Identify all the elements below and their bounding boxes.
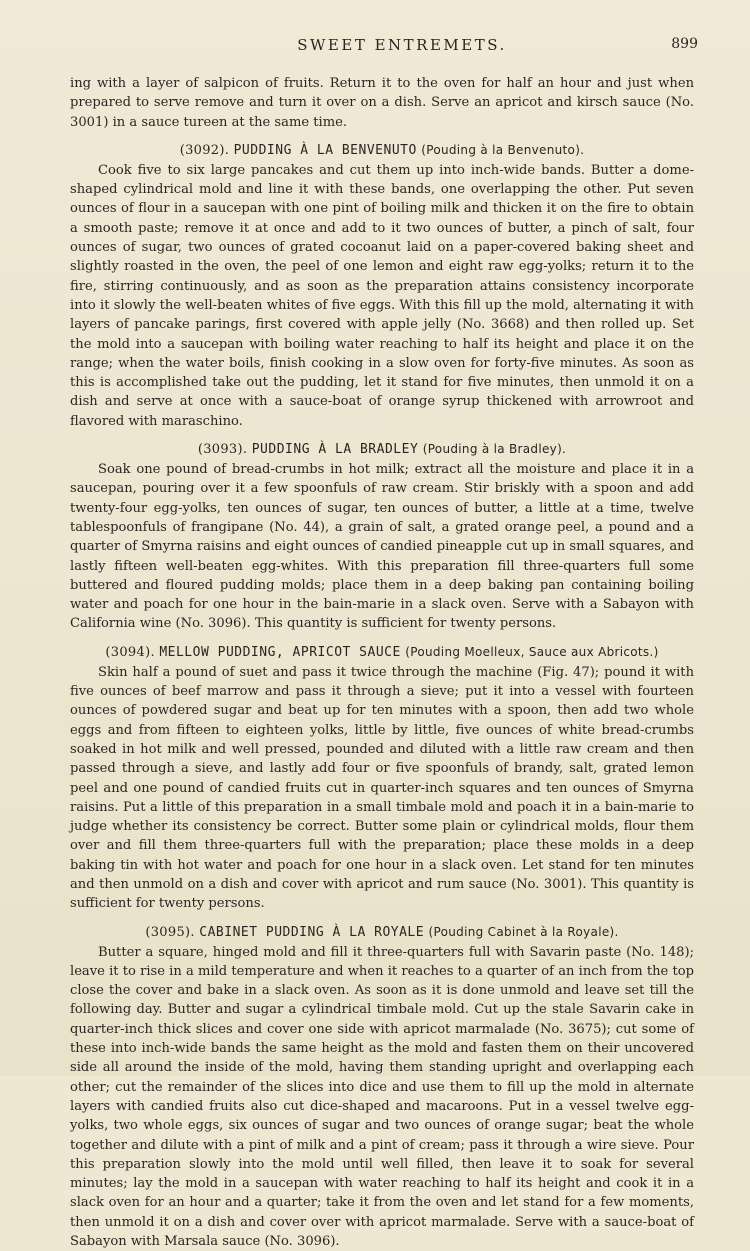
recipe-title: CABINET PUDDING À LA ROYALE <box>199 924 425 940</box>
recipe-number: (3093). <box>197 442 248 458</box>
page-header <box>70 34 698 60</box>
recipe-heading <box>70 440 694 459</box>
recipe-number: (3095). <box>145 924 195 940</box>
running-title: SWEET ENTREMETS. <box>297 36 507 54</box>
recipe-title: PUDDING À LA BRADLEY <box>251 442 419 458</box>
recipe-subtitle: (Pouding Moelleux, Sauce aux Abricots.) <box>405 644 659 659</box>
recipe-3095 <box>70 923 694 1251</box>
recipe-number: (3094). <box>105 644 155 660</box>
recipe-number: (3092). <box>179 142 230 158</box>
recipe-body: Butter a square, hinged mold and fill it three-quarters full with Savarin paste (No. 148); leave it to rise in a mild temperature and when it reaches to a quarter of an inch from the top close the cover and bake in a slack oven. As soon as it is done unmold and leave set till the following day. Butter and sugar a cylindrical timbale mold. Cut up the stale Savarin cake in quarter-inch thick slices and cover one side with apricot marmalade (No. 3675); cut some of these into inch-wide bands the same height as the mold and fasten them on their uncovered side all around the inside of the mold, having them standing upright and overlapping each other; cut the remainder of the slices into dice and use them to fill up the mold in alternate layers with candied fruits also cut dice-shaped and macaroons. Put in a vessel twelve egg-yolks, two whole eggs, six ounces of sugar and two ounces of orange sugar; beat the whole together and dilute with a pint of milk and a pint of cream; pass it through a wire sieve. Pour this preparation slowly into the mold until well filled, then leave it to soak for several minutes; lay the mold in a saucepan with water reaching to half its height and cook it in a slack oven for an hour and a quarter; take it from the oven and let stand for a few moments, then unmold it on a dish and cover over with apricot marmalade. Serve with a sauce-boat of Sabayon with Marsala sauce (No. 3096). <box>70 944 694 1250</box>
recipe-heading <box>70 141 694 160</box>
recipe-3093 <box>70 440 694 634</box>
recipe-subtitle: (Pouding à la Benvenuto). <box>421 142 585 157</box>
continuation-paragraph: ing with a layer of salpicon of fruits. Return it to the oven for half an hour and just when prepared to serve remove and turn it over on a dish. Serve an apricot and kirsch sauce (No. 3001) in a sauce tureen at the same time. <box>70 76 694 130</box>
recipe-subtitle: (Pouding Cabinet à la Royale). <box>428 924 619 939</box>
page-number: 899 <box>671 36 698 52</box>
recipe-3092 <box>70 141 694 431</box>
recipe-subtitle: (Pouding à la Bradley). <box>422 442 567 457</box>
recipe-body: Skin half a pound of suet and pass it twice through the machine (Fig. 47); pound it with five ounces of beef marrow and pass it through a sieve; put it into a vessel with fourteen ounces of powdered sugar and beat up for ten minutes with a spoon, then add two whole eggs and from fifteen to eighteen yolks, little by little, five ounces of white bread-crumbs soaked in hot milk and well pressed, pounded and diluted with a little raw cream and then passed through a sieve, and lastly add four or five spoonfuls of brandy, salt, grated lemon peel and one pound of candied fruits cut in quarter-inch squares and ten ounces of Smyrna raisins. Put a little of this preparation in a small timbale mold and poach it in a bain-marie to judge whether its consistency be correct. Butter some plain or cylindrical molds, flour them over and fill them three-quarters full with the preparation; place these molds in a deep baking tin with hot water and poach for one hour in a slack oven. Let stand for ten minutes and then unmold on a dish and cover with apricot and rum sauce (No. 3001). This quantity is sufficient for twenty persons. <box>70 664 694 912</box>
recipe-heading <box>70 643 694 662</box>
recipe-body: Soak one pound of bread-crumbs in hot milk; extract all the moisture and place it in a saucepan, pouring over it a few spoonfuls of raw cream. Stir briskly with a spoon and add twenty-four egg-yolks, ten ounces of sugar, ten ounces of butter, a little at a time, twelve tablespoonfuls of frangipane (No. 44), a grain of salt, a grated orange peel, a pound and a quarter of Smyrna raisins and eight ounces of candied pineapple cut up in small squares, and lastly fifteen well-beaten egg-whites. With this preparation fill three-quarters full some buttered and floured pudding molds; place them in a deep baking pan containing boiling water and poach for one hour in the bain-marie in a slack oven. Serve with a Sabayon with California wine (No. 3096). This quantity is sufficient for twenty persons. <box>70 462 694 632</box>
recipe-title: MELLOW PUDDING, APRICOT SAUCE <box>159 644 401 660</box>
recipe-title: PUDDING À LA BENVENUTO <box>233 142 417 158</box>
recipe-heading <box>70 923 694 942</box>
recipe-3094 <box>70 643 694 914</box>
recipe-body: Cook five to six large pancakes and cut them up into inch-wide bands. Butter a dome-shaped cylindrical mold and line it with these bands, one overlapping the other. Put seven ounces of flour in a saucepan with one pint of boiling milk and thicken it on the fire to obtain a smooth paste; remove it at once and add to it two ounces of butter, a pinch of salt, four ounces of sugar, two ounces of grated cocoanut laid on a paper-covered baking sheet and slightly roasted in the oven, the peel of one lemon and eight raw egg-yolks; return it to the fire, stirring continuously, and as soon as the preparation attains consistency incorporate into it slowly the well-beaten whites of five eggs. With this fill up the mold, alternating it with layers of pancake parings, first covered with apple jelly (No. 3668) and then rolled up. Set the mold into a saucepan with boiling water reaching to half its height and place it on the range; when the water boils, finish cooking in a slow oven for forty-five minutes. As soon as this is accomplished take out the pudding, let it stand for five minutes, then unmold it on a dish and serve at once with a sauce-boat of orange syrup thickened with arrowroot and flavored with maraschino. <box>70 162 694 429</box>
